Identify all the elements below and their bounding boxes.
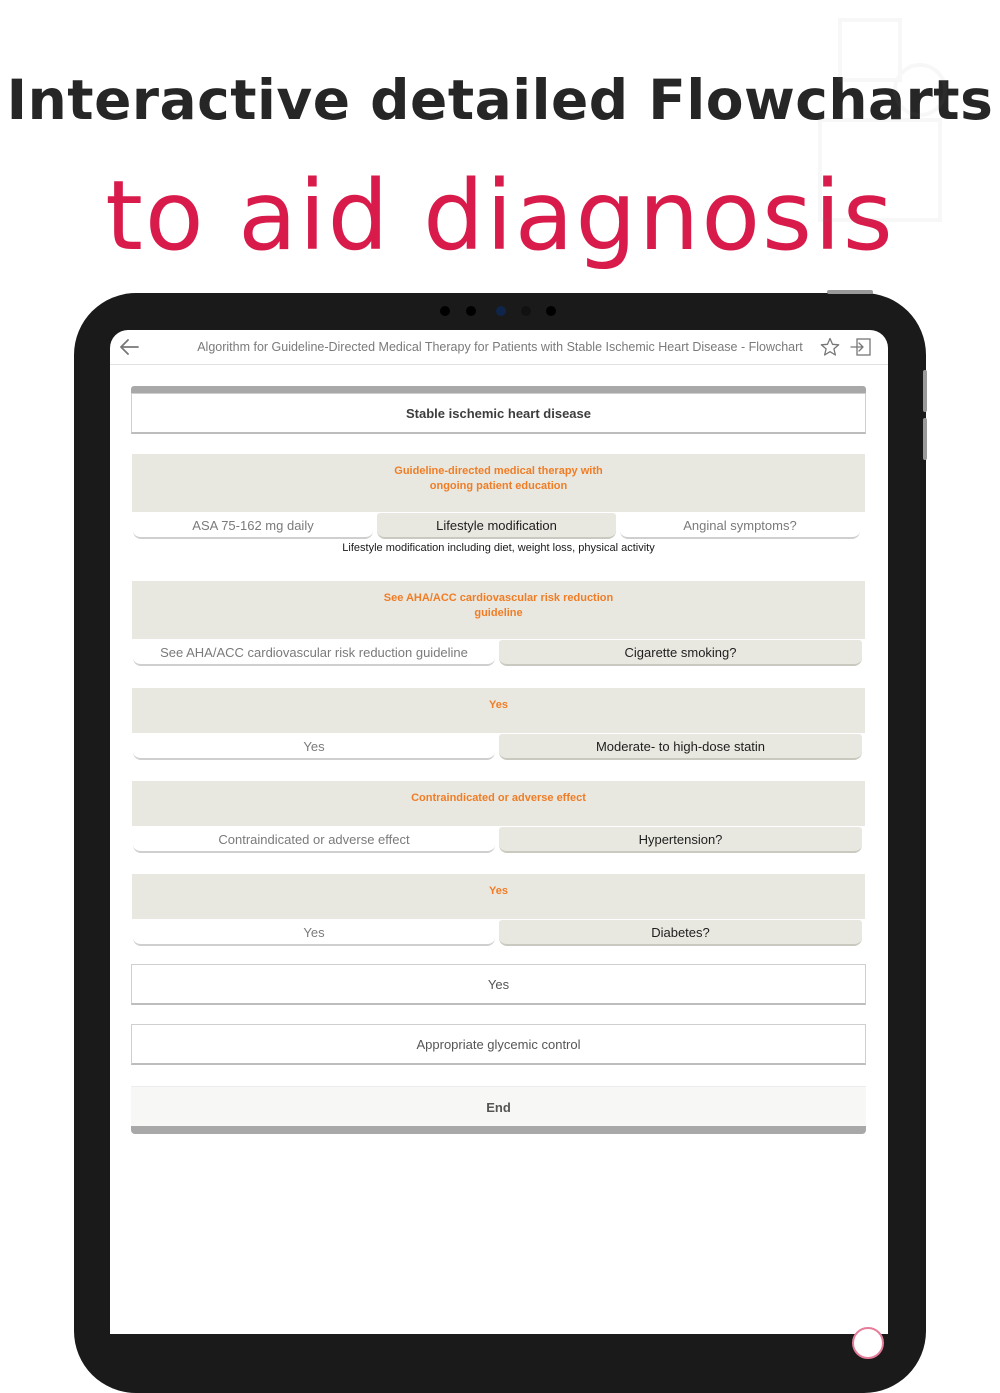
option-yes[interactable]: Yes <box>133 734 495 760</box>
step4-panel: Contraindicated or adverse effect <box>132 781 865 826</box>
flowchart-top-strip <box>131 386 866 393</box>
option-cigarette-smoking[interactable]: Cigarette smoking? <box>499 640 862 666</box>
app-screen <box>110 330 888 1334</box>
option-hypertension[interactable]: Hypertension? <box>499 827 862 853</box>
step2-panel <box>132 581 865 639</box>
camera-sensor <box>521 306 531 316</box>
glycemic-control-node[interactable]: Appropriate glycemic control <box>131 1024 866 1065</box>
camera-sensor <box>466 306 476 316</box>
option-statin[interactable]: Moderate- to high-dose statin <box>499 734 862 760</box>
option-yes[interactable]: Yes <box>133 920 495 946</box>
step5-panel: Yes <box>132 874 865 919</box>
top-navigation-bar <box>110 330 888 365</box>
end-node[interactable]: End <box>131 1086 866 1127</box>
step2-panel-label: See AHA/ACC cardiovascular risk reduction guideline <box>383 592 614 619</box>
yes-node[interactable]: Yes <box>131 964 866 1005</box>
background-decoration <box>810 0 960 260</box>
option-lifestyle-modification[interactable]: Lifestyle modification <box>377 513 616 539</box>
front-camera <box>496 306 506 316</box>
headline-primary: Interactive detailed Flowcharts <box>6 68 994 132</box>
exit-icon[interactable] <box>850 337 872 357</box>
step1-panel-label: Guideline-directed medical therapy with ongoing patient education <box>394 465 603 492</box>
camera-sensor <box>440 306 450 316</box>
floating-badge[interactable] <box>852 1327 884 1359</box>
device-volume-down <box>923 418 927 460</box>
page-title: Algorithm for Guideline-Directed Medical Therapy for Patients with Stable Ischemic Heart Disease - Flowchart <box>197 340 803 354</box>
option-asa[interactable]: ASA 75-162 mg daily <box>133 513 373 539</box>
device-volume-up <box>923 370 927 412</box>
step1-panel <box>132 454 865 512</box>
start-node[interactable]: Stable ischemic heart disease <box>131 393 866 434</box>
arrow-left-icon[interactable] <box>118 336 142 358</box>
option-risk-reduction-guideline[interactable]: See AHA/ACC cardiovascular risk reduction guideline <box>133 640 495 666</box>
headline-secondary: to aid diagnosis <box>105 160 895 272</box>
star-icon[interactable] <box>820 337 840 357</box>
lifestyle-note: Lifestyle modification including diet, weight loss, physical activity <box>342 542 655 554</box>
flowchart-bottom-strip <box>131 1126 866 1134</box>
device-top-button <box>827 290 873 294</box>
step3-panel: Yes <box>132 688 865 733</box>
option-contraindicated[interactable]: Contraindicated or adverse effect <box>133 827 495 853</box>
camera-sensor <box>546 306 556 316</box>
option-diabetes[interactable]: Diabetes? <box>499 920 862 946</box>
option-anginal-symptoms[interactable]: Anginal symptoms? <box>620 513 860 539</box>
